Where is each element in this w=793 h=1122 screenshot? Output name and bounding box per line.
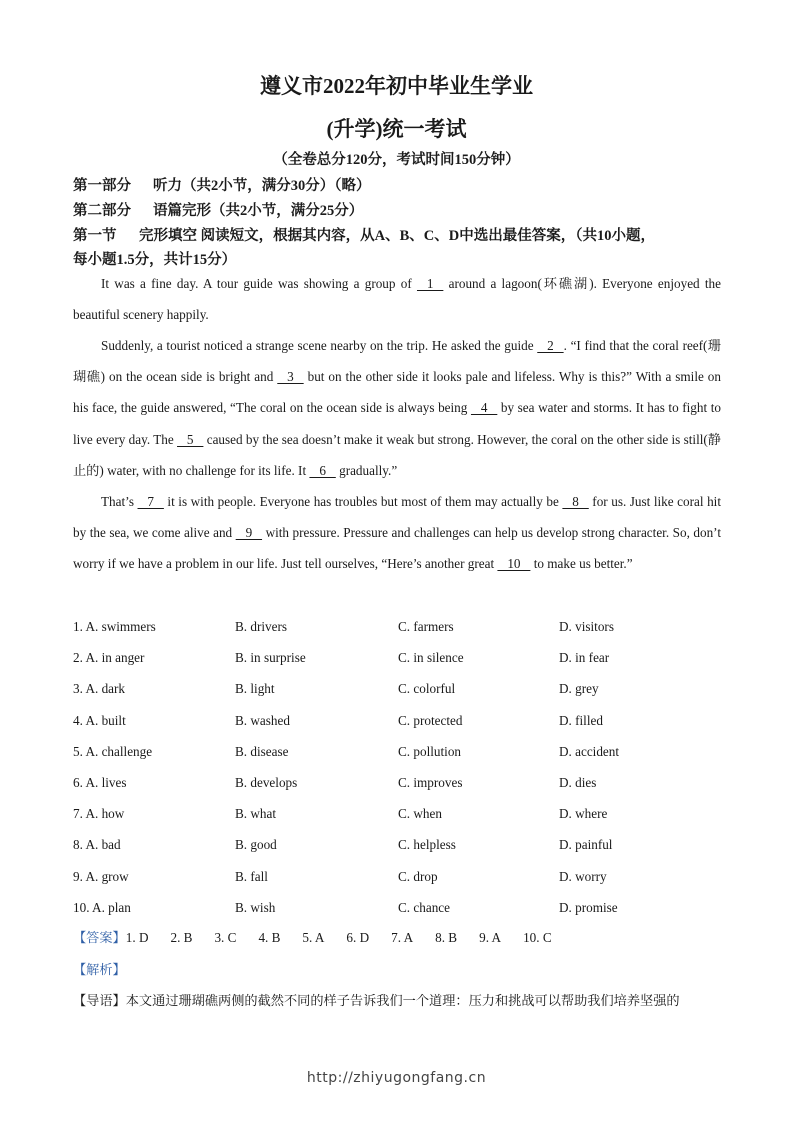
option-row [73, 673, 721, 704]
option-a: 1. A. swimmers [73, 619, 156, 634]
part1-label: 第一部分 [73, 178, 131, 194]
answer-line [73, 922, 574, 953]
answer-item: 6. D [346, 930, 370, 945]
option-b: B. light [235, 681, 275, 697]
blank-2: 2 [537, 338, 564, 353]
passage-text: with pressure. Pressure and challenges can help us develop strong character. So, don’t worry if we have a problem in our life. Just tell ourselves, “Here’s another great [73, 525, 721, 572]
part2-heading [73, 199, 363, 220]
section1-heading [73, 224, 655, 245]
passage-text: to make us better.” [530, 556, 633, 572]
option-row [73, 892, 721, 923]
option-b: B. what [235, 806, 277, 822]
answer-item: 2. B [170, 930, 193, 945]
option-d: D. where [559, 806, 608, 822]
passage-text: caused by the sea doesn’t make it weak but strong. However, the coral on the other side is still(静止的) water, with no challenge for its life. It [73, 431, 721, 478]
option-d: D. painful [559, 837, 613, 853]
guide-line [73, 985, 680, 1016]
blank-10: 10 [497, 556, 531, 572]
option-c: C. colorful [398, 681, 456, 697]
answer-tag: 【答案】 [73, 930, 126, 945]
blank-5: 5 [177, 431, 204, 447]
blank-7: 7 [137, 494, 164, 509]
option-c: C. pollution [398, 743, 462, 759]
blank-4: 4 [470, 400, 498, 416]
option-d: D. filled [559, 712, 603, 728]
option-d: D. in fear [559, 650, 610, 666]
option-a: 4. A. built [73, 712, 126, 728]
option-d: D. promise [559, 899, 618, 915]
options-table [73, 611, 721, 923]
option-row [73, 798, 721, 829]
passage-text: It was a fine day. A tour guide was showing a group of [101, 276, 417, 291]
part1-heading [73, 174, 371, 195]
passage-text: around a lagoon(环礁湖). Everyone enjoyed the beautiful scenery happily. [73, 276, 721, 323]
option-c: C. chance [398, 899, 450, 915]
passage-text: it is with people. Everyone has troubles but most of them may actually be [163, 494, 563, 509]
option-row [73, 767, 721, 798]
passage-text: for us. Just like coral hit by the sea, we come alive and [73, 494, 721, 541]
passage-text: gradually.” [335, 462, 398, 478]
passage-text: That’s [101, 494, 138, 509]
answer-item: 4. B [258, 930, 281, 945]
section1-heading-cont: 每小题1.5分，共计15分） [73, 252, 237, 268]
passage-text: by sea water and storms. It has to fight to live every day. The [73, 400, 721, 447]
option-row [73, 611, 721, 642]
option-d: D. grey [559, 681, 599, 697]
answer-item: 9. A [479, 930, 502, 945]
option-row [73, 829, 721, 860]
option-a: 3. A. dark [73, 681, 126, 697]
blank-8: 8 [562, 494, 589, 509]
passage-paragraph-3 [73, 486, 721, 580]
option-b: B. fall [235, 868, 268, 884]
option-row [73, 642, 721, 673]
exam-subtitle: （全卷总分120分，考试时间150分钟） [273, 152, 520, 168]
part1-text: 听力（共2小节，满分30分）（略） [153, 178, 371, 194]
analysis-tag: 【解析】 [73, 962, 126, 977]
passage-text: Suddenly, a tourist noticed a strange scene nearby on the trip. He asked the guide [101, 338, 538, 353]
option-c: C. protected [398, 712, 463, 728]
answer-item: 3. C [214, 930, 237, 945]
blank-6: 6 [309, 462, 336, 478]
footer-url[interactable]: http://zhiyugongfang.cn [306, 1070, 487, 1086]
option-c: C. in silence [398, 650, 464, 666]
option-d: D. visitors [559, 619, 614, 634]
blank-9: 9 [235, 525, 263, 541]
answer-item: 7. A [391, 930, 414, 945]
answer-item: 10. C [523, 930, 552, 945]
option-b: B. in surprise [235, 650, 306, 666]
option-c: C. farmers [398, 619, 454, 634]
passage-paragraph-1 [73, 268, 721, 330]
option-a: 7. A. how [73, 806, 125, 822]
guide-tag: 【导语】 [73, 993, 126, 1008]
option-d: D. worry [559, 868, 607, 884]
option-b: B. disease [235, 743, 289, 759]
option-c: C. helpless [398, 837, 456, 853]
exam-title-line1: 遵义市2022年初中毕业生学业 [260, 74, 533, 98]
answer-item: 8. B [435, 930, 458, 945]
passage-text: but on the other side it looks pale and lifeless. Why is this?” With a smile on his face, the guide answered, “The coral on the ocean side is always being [73, 369, 721, 416]
option-a: 8. A. bad [73, 837, 121, 853]
guide-text: 本文通过珊瑚礁两侧的截然不同的样子告诉我们一个道理：压力和挑战可以帮助我们培养坚强的 [125, 993, 680, 1008]
passage-text: . “I find that the coral reef(珊瑚礁) on the ocean side is bright and [73, 338, 721, 385]
option-b: B. drivers [235, 619, 288, 634]
option-a: 10. A. plan [73, 899, 131, 915]
option-row [73, 861, 721, 892]
part2-label: 第二部分 [73, 203, 131, 219]
option-d: D. accident [559, 743, 620, 759]
part2-text: 语篇完形（共2小节，满分25分） [153, 203, 364, 219]
option-row [73, 736, 721, 767]
option-b: B. wish [235, 899, 276, 915]
blank-1: 1 [416, 276, 444, 291]
option-c: C. improves [398, 774, 463, 790]
exam-title-line2: (升学)统一考试 [326, 117, 467, 141]
answer-item: 5. A [302, 930, 325, 945]
option-row [73, 705, 721, 736]
option-c: C. when [398, 806, 442, 822]
option-d: D. dies [559, 774, 597, 790]
option-c: C. drop [398, 868, 438, 884]
section1-text: 完形填空 阅读短文，根据其内容，从A、B、C、D中选出最佳答案，（共10小题， [139, 228, 655, 244]
option-a: 6. A. lives [73, 774, 127, 790]
option-a: 5. A. challenge [73, 743, 153, 759]
option-a: 9. A. grow [73, 868, 129, 884]
passage-paragraph-2 [73, 330, 721, 486]
option-b: B. washed [235, 712, 290, 728]
answer-item: 1. D [125, 930, 149, 945]
blank-3: 3 [277, 369, 304, 385]
option-b: B. good [235, 837, 277, 853]
section1-label: 第一节 [73, 228, 117, 244]
option-b: B. develops [235, 774, 298, 790]
option-a: 2. A. in anger [73, 650, 145, 666]
